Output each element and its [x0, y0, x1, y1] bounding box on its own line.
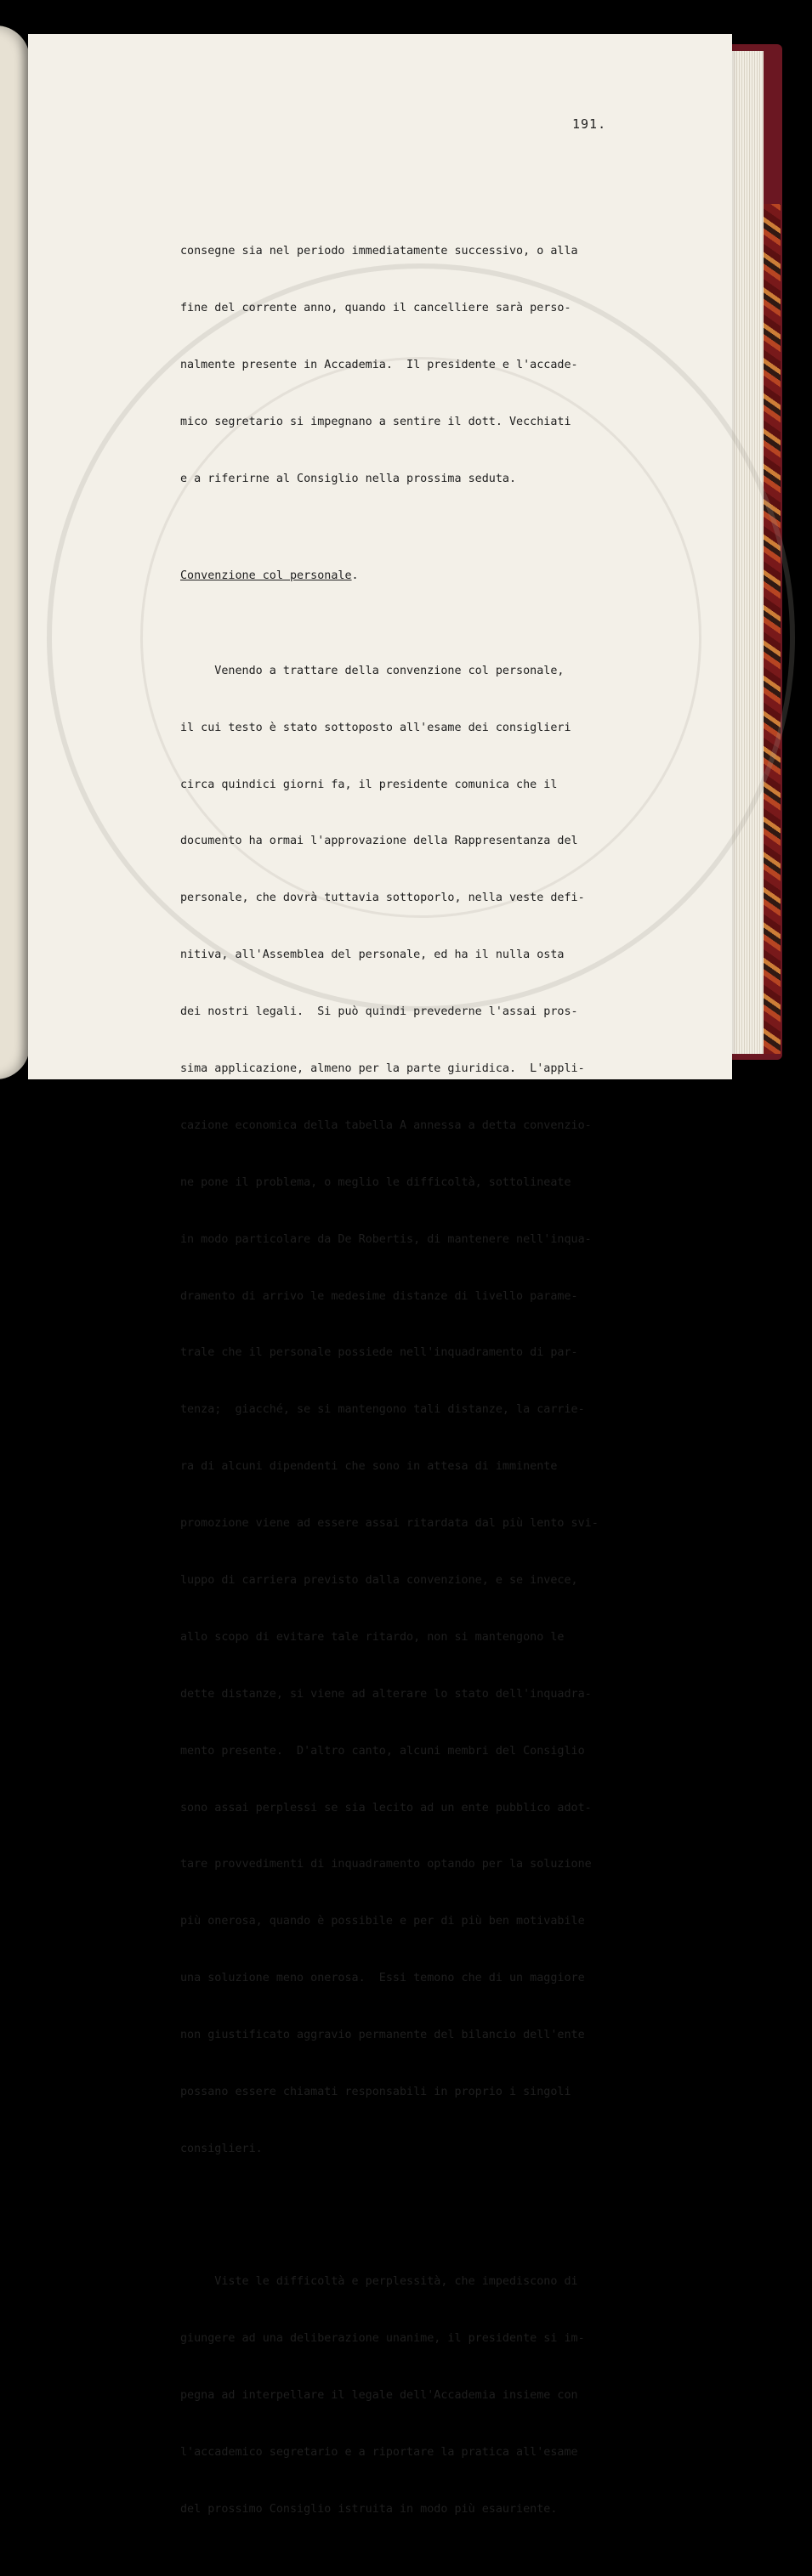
text-line: più onerosa, quando è possibile e per di più ben motivabile: [180, 1915, 585, 1928]
text-line: ne pone il problema, o meglio le difficoltà, sottolineate: [180, 1175, 571, 1189]
text-line: una soluzione meno onerosa. Essi temono che di un maggiore: [180, 1972, 585, 1985]
text-line: giungere ad una deliberazione unanime, il presidente si im-: [180, 2331, 585, 2345]
text-line: consegne sia nel periodo immediatamente successivo, o alla: [180, 245, 578, 258]
text-line: sono assai perplessi se sia lecito ad un ente pubblico adot-: [180, 1801, 592, 1815]
text-line: Viste le difficoltà e perplessità, che impediscono di: [180, 2274, 578, 2288]
text-line: trale che il personale possiede nell'inquadramento di par-: [180, 1346, 578, 1360]
text-line: nitiva, all'Assemblea del personale, ed ha il nulla osta: [180, 948, 565, 962]
text-line: mico segretario si impegnano a sentire il dott. Vecchiati: [180, 415, 571, 428]
text-line: dramento di arrivo le medesime distanze di livello parame-: [180, 1289, 578, 1303]
text-line: possano essere chiamati responsabili in proprio i singoli: [180, 2085, 571, 2098]
text-line: sima applicazione, almeno per la parte giuridica. L'appli-: [180, 1062, 585, 1075]
section-heading-suffix: .: [351, 569, 359, 583]
text-line: non giustificato aggravio permanente del bilancio dell'ente: [180, 2029, 585, 2042]
text-line: l'accademico segretario e a riportare la pratica all'esame: [180, 2445, 578, 2459]
text-line: e a riferirne al Consiglio nella prossima seduta.: [180, 472, 517, 485]
text-line: cazione economica della tabella A annessa a detta convenzio-: [180, 1118, 592, 1132]
text-line: luppo di carriera previsto dalla convenzione, e se invece,: [180, 1573, 578, 1587]
text-line: allo scopo di evitare tale ritardo, non si mantengono le: [180, 1630, 565, 1644]
text-line: promozione viene ad essere assai ritardata dal più lento svi-: [180, 1517, 599, 1531]
section-heading: Convenzione col personale: [180, 569, 352, 583]
paragraph-1: [180, 205, 656, 527]
text-line: del prossimo Consiglio istruita in modo più esauriente.: [180, 2502, 558, 2516]
paragraph-2: [180, 624, 656, 2197]
text-line: tare provvedimenti di inquadramento optando per la soluzione: [180, 1858, 592, 1871]
page-number: 191.: [572, 116, 607, 132]
text-line: documento ha ormai l'approvazione della Rappresentanza del: [180, 835, 578, 848]
text-line: Venendo a trattare della convenzione col personale,: [180, 664, 565, 677]
text-line: ra di alcuni dipendenti che sono in attesa di imminente: [180, 1460, 558, 1474]
text-line: dette distanze, si viene ad alterare lo stato dell'inquadra-: [180, 1687, 592, 1701]
text-line: nalmente presente in Accademia. Il presidente e l'accade-: [180, 358, 578, 371]
text-line: pegna ad interpellare il legale dell'Accademia insieme con: [180, 2388, 578, 2402]
text-line: circa quindici giorni fa, il presidente comunica che il: [180, 778, 558, 791]
text-line: consiglieri.: [180, 2142, 263, 2155]
paragraph-3: [180, 2234, 656, 2556]
text-line: personale, che dovrà tuttavia sottoporlo, nella veste defi-: [180, 892, 585, 905]
text-line: il cui testo è stato sottoposto all'esame dei consiglieri: [180, 721, 571, 734]
text-line: fine del corrente anno, quando il cancelliere sarà perso-: [180, 302, 571, 315]
text-line: mento presente. D'altro canto, alcuni membri del Consiglio: [180, 1744, 585, 1758]
typed-text-block: [180, 167, 656, 2576]
text-line: in modo particolare da De Robertis, di mantenere nell'inqua-: [180, 1232, 592, 1246]
text-line: dei nostri legali. Si può quindi prevederne l'assai pros-: [180, 1005, 578, 1019]
text-line: tenza; giacché, se si mantengono tali distanze, la carrie-: [180, 1403, 585, 1417]
facing-page-edge: [0, 25, 30, 1079]
section-heading-line: [180, 567, 656, 586]
